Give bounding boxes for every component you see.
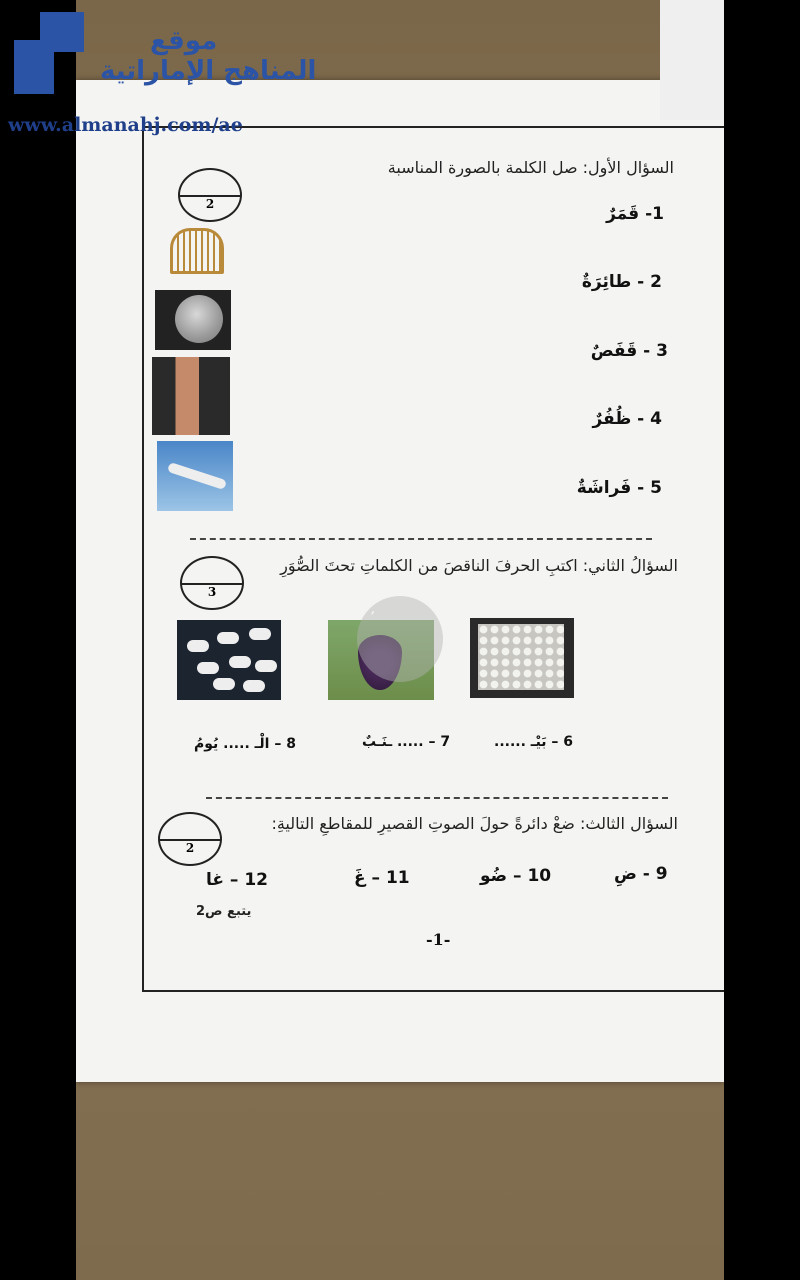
divider-1 xyxy=(190,538,652,540)
site-url[interactable]: www.almanahj.com/ae xyxy=(8,114,243,136)
question-1-title: السؤال الأول: صل الكلمة بالصورة المناسبة xyxy=(387,158,674,177)
q1-item-1: 1- قَمَرٌ xyxy=(606,204,664,224)
question-2-title: السؤالُ الثاني: اكتبِ الحرفَ الناقصَ من الكلماتِ تحتَ الصُّوَرِ xyxy=(280,556,678,575)
q3-item-11: 11 – غَ xyxy=(354,868,410,888)
airplane-image xyxy=(157,441,233,511)
q3-item-9: 9 - ضِ xyxy=(614,864,668,884)
video-play-overlay[interactable] xyxy=(357,596,443,682)
logo-subtitle: المناهج الإماراتية xyxy=(100,56,317,86)
eggs-image xyxy=(470,618,574,698)
moon-image xyxy=(155,290,231,350)
q2-item-7: 7 – ..... ـنَـبٌ xyxy=(362,734,451,750)
cage-image xyxy=(164,224,228,276)
play-icon: ′ xyxy=(371,608,375,627)
question-3-title: السؤال الثالث: ضعْ دائرةً حولَ الصوتِ القصيرِ للمقاطعِ التاليةِ: xyxy=(271,814,678,833)
continue-note: يتبع ص2 xyxy=(196,904,252,919)
divider-2 xyxy=(206,797,668,799)
logo-title: موقع xyxy=(150,26,218,56)
q1-item-2: 2 - طائِرَةٌ xyxy=(581,272,662,292)
score-circle-3 xyxy=(158,812,222,866)
q3-item-12: 12 – غا xyxy=(206,870,269,890)
score-circle-1 xyxy=(178,168,242,222)
paper-fold xyxy=(660,0,724,120)
q2-item-6: 6 – بَيْـ ...... xyxy=(494,734,574,750)
q2-item-8: 8 – الْـ ..... يُومُ xyxy=(194,736,296,752)
score-circle-3-mark: 2 xyxy=(185,841,195,855)
score-circle-2 xyxy=(180,556,244,610)
q1-item-4: 4 - ظُفُرٌ xyxy=(592,409,662,429)
page-number: -1- xyxy=(426,930,451,949)
q3-item-10: 10 – ضُو xyxy=(480,866,552,886)
score-circle-2-mark: 3 xyxy=(207,585,217,599)
clouds-image xyxy=(177,620,281,700)
q1-item-5: 5 - فَراشَةٌ xyxy=(576,478,662,498)
score-circle-1-mark: 2 xyxy=(205,197,215,211)
logo-icon-part xyxy=(40,12,84,52)
fingernail-image xyxy=(152,357,230,435)
q1-item-3: 3 - قَفَصٌ xyxy=(590,341,668,361)
